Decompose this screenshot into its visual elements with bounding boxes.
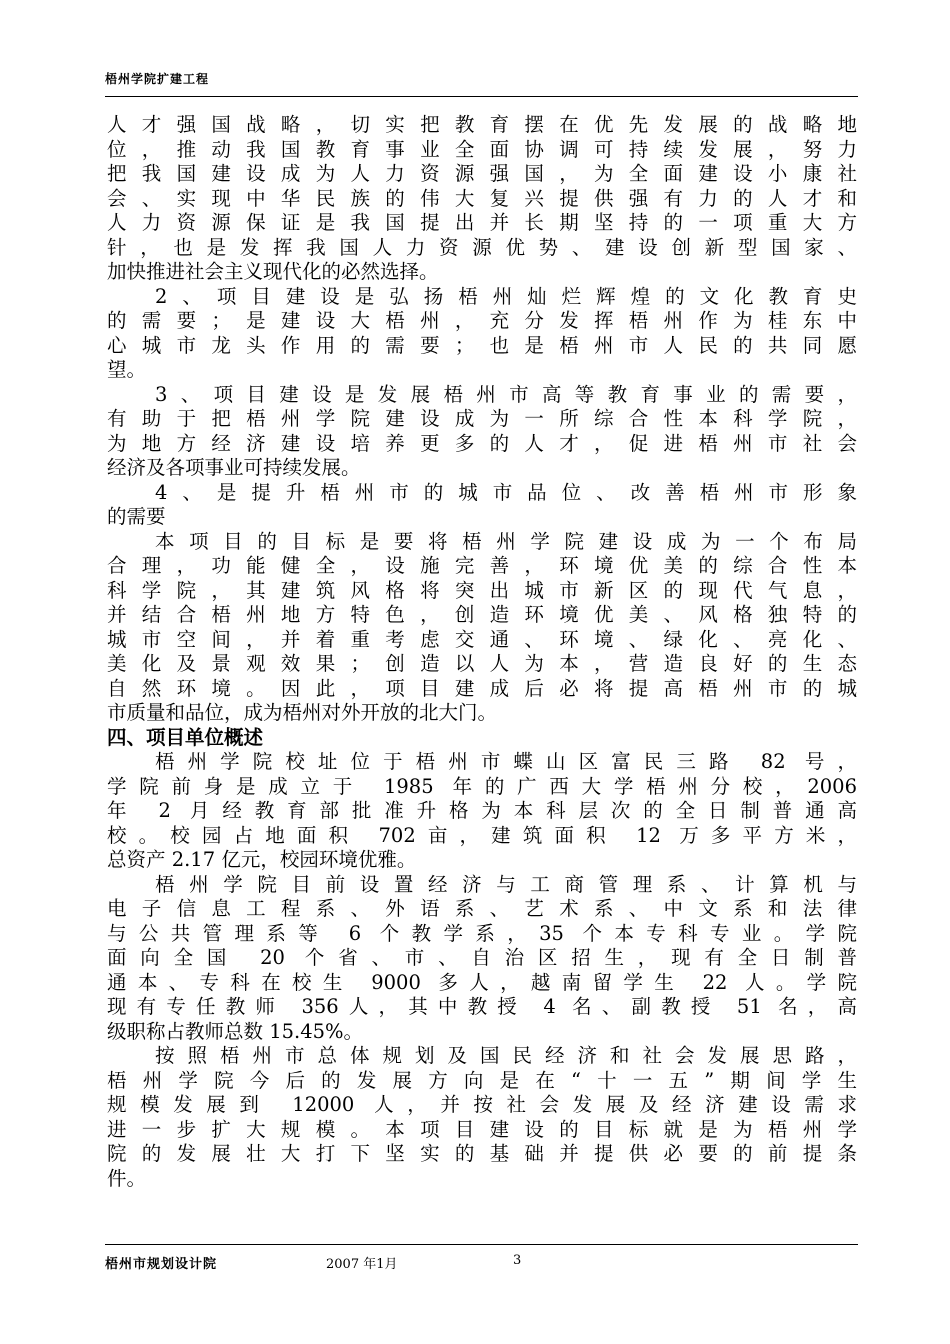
body-line: 级职称占教师总数 15.45%。 xyxy=(107,1019,364,1043)
body-line: 4、是提升梧州市的城市品位、改善梧州市形象 xyxy=(155,480,857,504)
body-line: 与公共管理系等 6 个教学系，35 个本专科专业。学院 xyxy=(107,921,857,945)
body-line: 望。 xyxy=(107,358,147,381)
body-line: 自然环境。因此，项目建成后必将提高梧州市的城 xyxy=(107,676,857,700)
footer-divider xyxy=(105,1244,858,1245)
body-line: 人才强国战略，切实把教育摆在优先发展的战略地 xyxy=(107,113,857,136)
body-line: 总资产 2.17 亿元，校园环境优雅。 xyxy=(107,848,417,871)
body-line: 城市空间，并着重考虑交通、环境、绿化、亮化、 xyxy=(107,627,857,651)
page-number: 3 xyxy=(513,1253,522,1268)
body-line: 会、实现中华民族的伟大复兴提供强有力的人才和 xyxy=(107,186,857,210)
body-line: 心城市龙头作用的需要；也是梧州市人民的共同愿 xyxy=(107,333,857,357)
body-line: 规模发展到 12000 人，并按社会发展及经济建设需求 xyxy=(107,1093,857,1116)
header-divider xyxy=(105,96,858,97)
body-line: 并结合梧州地方特色，创造环境优美、风格独特的 xyxy=(107,603,857,626)
body-line: 校。校园占地面积 702亩，建筑面积 12 万多平方米， xyxy=(107,823,857,847)
body-line: 有助于把梧州学院建设成为一所综合性本科学院， xyxy=(107,407,857,430)
footer-organization: 梧州市规划设计院 xyxy=(105,1257,218,1272)
body-line: 现有专任教师 356人，其中教授 4 名、副教授 51 名，高 xyxy=(107,995,857,1018)
body-line: 合理，功能健全，设施完善，环境优美的综合性本 xyxy=(107,554,857,577)
body-line: 梧州学院今后的发展方向是在“十一五”期间学生 xyxy=(107,1068,857,1092)
body-line: 学院前身是成立于 1985 年的广西大学梧州分校，2006 xyxy=(107,774,857,798)
footer-date: 2007 年1月 xyxy=(326,1257,398,1272)
body-line: 梧州学院目前设置经济与工商管理系、计算机与 xyxy=(155,872,857,896)
body-line: 件。 xyxy=(107,1166,147,1190)
body-line: 针，也是发挥我国人力资源优势、建设创新型国家、 xyxy=(107,235,857,259)
body-line: 进一步扩大规模。本项目建设的目标就是为梧州学 xyxy=(107,1117,857,1141)
body-line: 电子信息工程系、外语系、艺术系、中文系和法律 xyxy=(107,897,857,920)
body-line: 位，推动我国教育事业全面协调可持续发展，努力 xyxy=(107,137,857,161)
body-line: 3、项目建设是发展梧州市高等教育事业的需要， xyxy=(155,382,857,406)
body-line: 美化及景观效果；创造以人为本，营造良好的生态 xyxy=(107,652,857,675)
body-line: 本项目的目标是要将梧州学院建设成为一个布局 xyxy=(155,529,857,553)
body-line: 院的发展壮大打下坚实的基础并提供必要的前提条 xyxy=(107,1142,857,1165)
body-line: 面向全国 20 个省、市、自治区招生，现有全日制普 xyxy=(107,946,857,969)
section-heading: 四、项目单位概述 xyxy=(107,725,264,749)
body-line: 通本、专科在校生 9000 多人，越南留学生 22 人。学院 xyxy=(107,970,857,994)
body-line: 按照梧州市总体规划及国民经济和社会发展思路， xyxy=(155,1044,857,1067)
body-line: 把我国建设成为人力资源强国，为全面建设小康社 xyxy=(107,162,857,185)
body-line: 科学院，其建筑风格将突出城市新区的现代气息， xyxy=(107,578,857,602)
body-line: 梧州学院校址位于梧州市蝶山区富民三路 82 号， xyxy=(155,750,857,773)
body-line: 人力资源保证是我国提出并长期坚持的一项重大方 xyxy=(107,211,857,234)
body-line: 的需要 xyxy=(107,505,166,528)
body-line: 经济及各项事业可持续发展。 xyxy=(107,456,361,479)
body-line: 年 2 月经教育部批准升格为本科层次的全日制普通高 xyxy=(107,799,857,822)
document-body xyxy=(107,113,857,1191)
body-line: 市质量和品位，成为梧州对外开放的北大门。 xyxy=(107,701,498,724)
body-line: 为地方经济建设培养更多的人才，促进梧州市社会 xyxy=(107,431,857,455)
body-line: 的需要；是建设大梧州，充分发挥梧州作为桂东中 xyxy=(107,309,857,332)
body-line: 2、项目建设是弘扬梧州灿烂辉煌的文化教育史 xyxy=(155,284,857,308)
page-header-title: 梧州学院扩建工程 xyxy=(105,72,210,86)
body-line: 加快推进社会主义现代化的必然选择。 xyxy=(107,260,439,283)
